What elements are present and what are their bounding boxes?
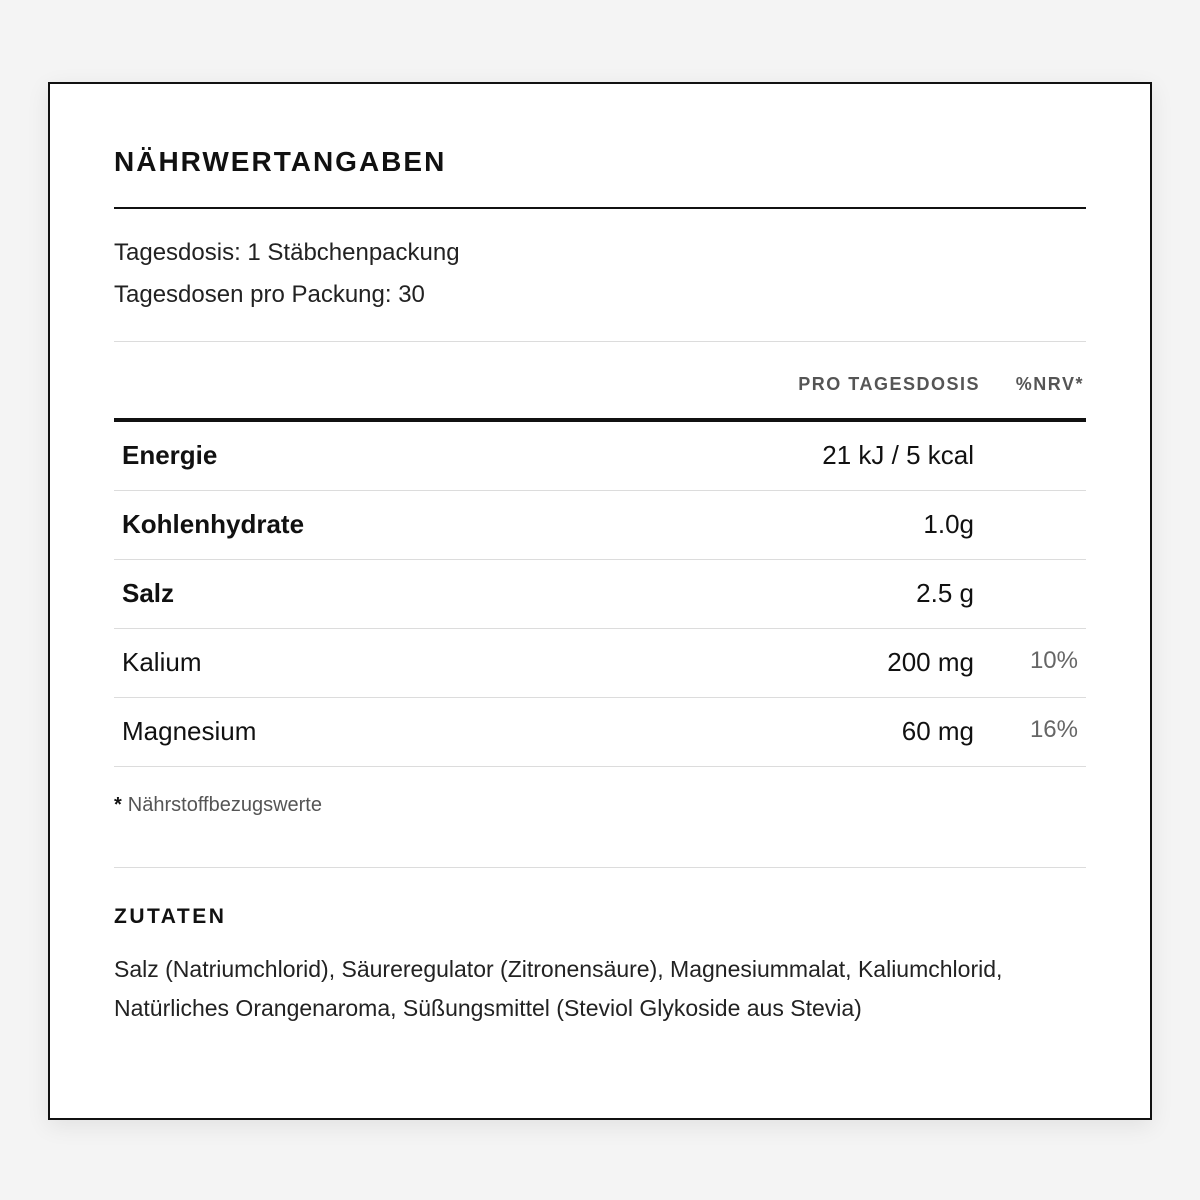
nutrient-name: Energie: [122, 440, 218, 470]
serving-size: Tagesdosis: 1 Stäbchenpackung: [114, 239, 460, 266]
nutrient-nrv: 16%: [1029, 716, 1078, 743]
table-row: [114, 491, 1086, 560]
footnote: [114, 794, 322, 817]
nutrient-amount: 60 mg: [901, 716, 974, 746]
nutrient-amount: 21 kJ / 5 kcal: [822, 440, 974, 470]
servings-per-pack: Tagesdosen pro Packung: 30: [114, 281, 425, 308]
nutrient-name: Kohlenhydrate: [122, 509, 305, 539]
nutrient-amount: 1.0g: [923, 509, 974, 539]
nutrient-name: Magnesium: [122, 716, 257, 746]
table-row: [114, 698, 1086, 767]
table-row: [114, 629, 1086, 698]
nutrient-amount: 200 mg: [887, 647, 974, 677]
meta-divider: [114, 341, 1086, 342]
nutrient-name: Salz: [122, 578, 175, 608]
nutrient-name: Kalium: [122, 647, 202, 677]
nutrient-amount: 2.5 g: [916, 578, 974, 608]
nutrient-nrv: 10%: [1029, 647, 1078, 674]
footnote-text: Nährstoffbezugswerte: [127, 794, 322, 816]
ingredients-text: Salz (Natriumchlorid), Säureregulator (Zitronensäure), Magnesiummalat, Kaliumchlorid, Natürliches Orangenaroma, Süßungsmittel (Steviol Glykoside aus Stevia): [114, 956, 1003, 1021]
nutrition-card: [48, 82, 1152, 1120]
ingredients-divider: [114, 867, 1086, 868]
column-header-per-dose: PRO TAGESDOSIS: [798, 374, 980, 394]
table-row: [114, 560, 1086, 629]
ingredients-title: ZUTATEN: [114, 905, 227, 928]
nutrition-title: NÄHRWERTANGABEN: [114, 146, 447, 177]
table-row: [114, 422, 1086, 491]
title-divider: [114, 207, 1086, 209]
footnote-marker: *: [114, 794, 122, 816]
column-header-nrv: %NRV*: [1015, 374, 1084, 394]
